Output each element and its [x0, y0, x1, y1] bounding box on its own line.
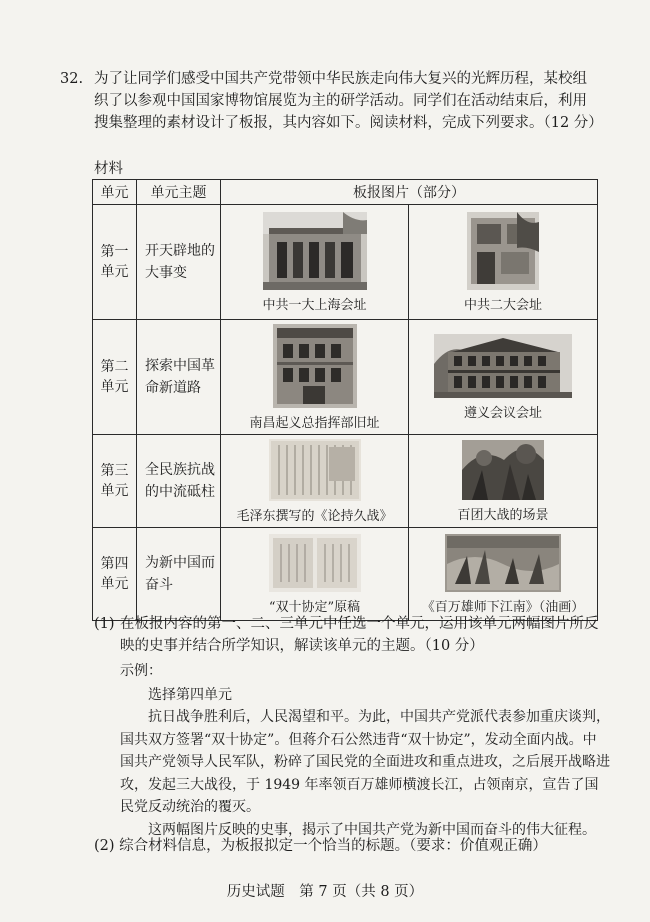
photo-second-congress-site [467, 212, 539, 290]
unit-3-theme-text: 全民族抗战的中流砥柱 [145, 462, 215, 500]
unit-1-image-1-cell [221, 205, 409, 320]
sub-question-2-label: (2) [94, 838, 115, 854]
sub-question-1 [94, 613, 604, 657]
unit-2-theme [137, 320, 221, 435]
caption-zunyi-site: 遵义会议会址 [463, 405, 542, 421]
caption-second-congress-site: 中共二大会址 [463, 297, 542, 313]
table-row-unit-1 [93, 205, 598, 320]
example-paragraph-2: 这两幅图片反映的史事，揭示了中国共产党为新中国而奋斗的伟大征程。 [148, 821, 596, 838]
table-row-unit-2 [93, 320, 598, 435]
table-row-unit-3 [93, 435, 598, 528]
unit-1-text: 第一单元 [100, 244, 129, 280]
unit-4-label [93, 528, 137, 621]
example-label: 示例： [120, 663, 162, 679]
unit-4-text: 第四单元 [100, 556, 129, 592]
question-32 [60, 68, 603, 134]
table-row-unit-4 [93, 528, 598, 621]
sub-question-1-text: 在板报内容的第一、二、三单元中任选一个单元，运用该单元两幅图片所反映的史事并结合所学知识，解读该单元的主题。（10 分） [120, 616, 599, 654]
photo-shanghai-site [263, 212, 367, 290]
question-number: 32. [60, 71, 84, 87]
sub-question-2 [94, 834, 604, 855]
example-paragraph-1: 抗日战争胜利后，人民渴望和平。为此，中国共产党派代表参加重庆谈判，国共双方签署“双十协定”。但蒋介石公然违背“双十协定”，发动全面内战。中国共产党领导人民军队，粉碎了国民党的全面进攻和重点进攻，之后展开战略进攻，发起三大战役，于 1949 年率领百万雄师横渡长江，占领南京，宣告了国民党反动统治的覆灭。 [120, 709, 610, 815]
caption-hundred-regiments: 百团大战的场景 [457, 507, 549, 523]
unit-1-image-2-cell [409, 205, 598, 320]
header-unit: 单元 [93, 180, 137, 205]
unit-1-theme [137, 205, 221, 320]
caption-million-troops: 《百万雄师下江南》（油画） [421, 599, 585, 615]
unit-3-label [93, 435, 137, 528]
unit-2-image-1-cell [221, 320, 409, 435]
caption-shanghai-site: 中共一大上海会址 [262, 297, 367, 313]
example-choice: 选择第四单元 [148, 687, 232, 703]
caption-nanchang-hq: 南昌起义总指挥部旧址 [249, 415, 380, 431]
table-header-row [93, 180, 598, 205]
caption-protracted-war: 毛泽东撰写的《论持久战》 [236, 508, 393, 524]
photo-nanchang-hq [273, 324, 357, 408]
question-text: 为了让同学们感受中国共产党带领中华民族走向伟大复兴的光辉历程，某校组织了以参观中国国家博物馆展览为主的研学活动。同学们在活动结束后，利用搜集整理的素材设计了板报，其内容如下。阅读材料，完成下列要求。（12 分） [94, 71, 603, 131]
sub-question-2-text: 综合材料信息，为板报拟定一个恰当的标题。（要求：价值观正确） [119, 838, 547, 854]
unit-2-theme-text: 探索中国革命新道路 [145, 358, 215, 396]
unit-4-image-2-cell [409, 528, 598, 621]
unit-3-text: 第三单元 [100, 463, 129, 499]
board-table [92, 179, 598, 621]
photo-double-tenth-agreement [269, 534, 361, 592]
painting-million-troops-river [445, 534, 561, 592]
photo-hundred-regiments [462, 440, 544, 500]
sub-question-1-label: (1) [94, 616, 115, 632]
header-images: 板报图片（部分） [221, 180, 598, 205]
unit-4-image-1-cell [221, 528, 409, 621]
material-label: 材料 [94, 161, 123, 177]
unit-1-label [93, 205, 137, 320]
unit-3-theme [137, 435, 221, 528]
unit-4-theme [137, 528, 221, 621]
page-footer: 历史试题 第 7 页（共 8 页） [226, 884, 424, 900]
unit-4-theme-text: 为新中国而奋斗 [145, 555, 215, 593]
header-theme: 单元主题 [137, 180, 221, 205]
example-answer [120, 706, 610, 841]
photo-zunyi-site [434, 334, 572, 398]
unit-2-image-2-cell [409, 320, 598, 435]
photo-protracted-war-manuscript [269, 439, 361, 501]
unit-2-label [93, 320, 137, 435]
unit-1-theme-text: 开天辟地的大事变 [145, 243, 215, 281]
caption-double-tenth-agreement: “双十协定”原稿 [268, 599, 361, 615]
unit-3-image-2-cell [409, 435, 598, 528]
unit-3-image-1-cell [221, 435, 409, 528]
unit-2-text: 第二单元 [100, 359, 129, 395]
